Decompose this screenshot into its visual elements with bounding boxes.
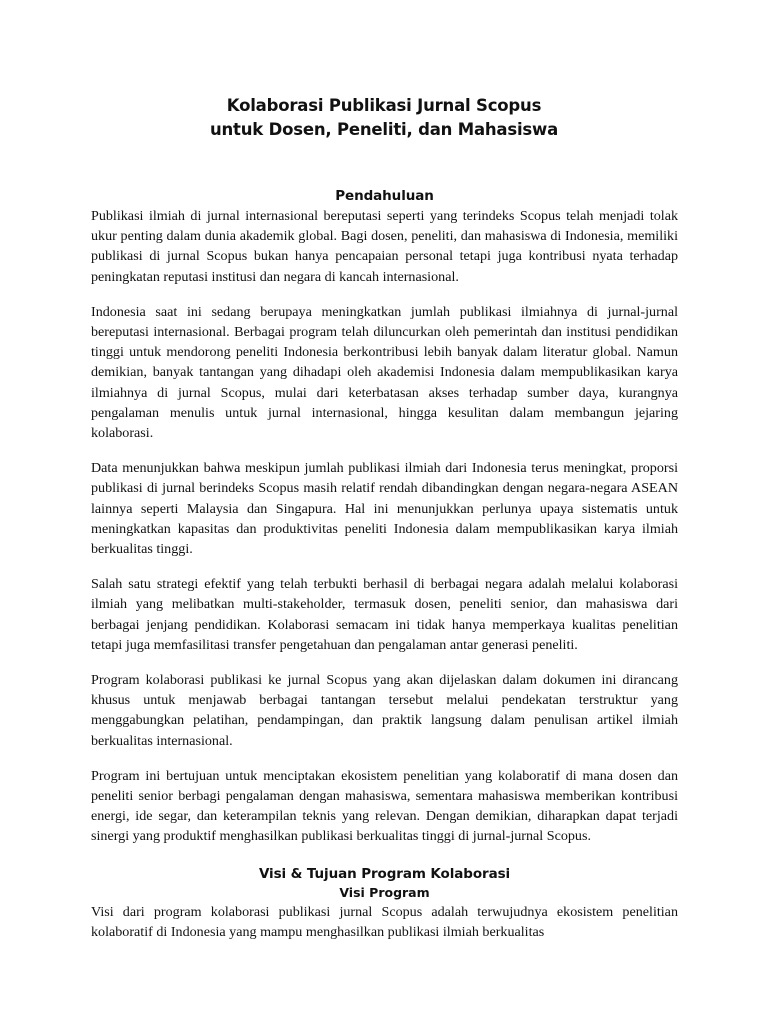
paragraph: Salah satu strategi efektif yang telah terbukti berhasil di berbagai negara adalah melalui kolaborasi ilmiah yang melibatkan multi-stakeholder, termasuk dosen, peneliti senior, dan mahasiswa dari berbagai jenjang pendidikan. Kolaborasi semacam ini tidak hanya memperkaya kualitas penelitian tetapi juga memfasilitasi transfer pengetahuan dan pengalaman antar generasi peneliti. [91,576,678,653]
document-body [91,186,678,942]
paragraph: Program kolaborasi publikasi ke jurnal Scopus yang akan dijelaskan dalam dokumen ini dirancang khusus untuk menjawab berbagai tantangan tersebut melalui pendekatan terstruktur yang menggabungkan pelatihan, pendampingan, dan praktik langsung dalam penulisan artikel ilmiah berkualitas internasional. [91,672,678,749]
document-title-line-2: untuk Dosen, Peneliti, dan Mahasiswa [209,120,559,139]
document-title-line-1: Kolaborasi Publikasi Jurnal Scopus [226,96,542,115]
section-heading-vision: Visi & Tujuan Program Kolaborasi [258,865,511,882]
document-title [0,94,768,142]
paragraph: Indonesia saat ini sedang berupaya meningkatkan jumlah publikasi ilmiahnya di jurnal-jurnal bereputasi internasional. Berbagai program telah diluncurkan oleh pemerintah dan institusi pendidikan tinggi untuk mendorong peneliti Indonesia berkontribusi lebih banyak dalam literatur global. Namun demikian, banyak tantangan yang dihadapi oleh akademisi Indonesia dalam mempublikasikan karya ilmiahnya di jurnal Scopus, mulai dari keterbatasan akses terhadap sumber daya, kurangnya pengalaman menulis untuk jurnal internasional, hingga kesulitan dalam membangun jejaring kolaborasi. [91,303,678,442]
paragraph: Visi dari program kolaborasi publikasi jurnal Scopus adalah terwujudnya ekosistem penelitian kolaboratif di Indonesia yang mampu menghasilkan publikasi ilmiah berkualitas [91,903,678,940]
paragraph: Program ini bertujuan untuk menciptakan ekosistem penelitian yang kolaboratif di mana dosen dan peneliti senior berbagi pengalaman dengan mahasiswa, sementara mahasiswa memberikan kontribusi energi, ide segar, dan keterampilan teknis yang relevan. Dengan demikian, diharapkan dapat terjadi sinergi yang produktif menghasilkan publikasi berkualitas tinggi di jurnal-jurnal Scopus. [91,767,678,845]
paragraph: Data menunjukkan bahwa meskipun jumlah publikasi ilmiah dari Indonesia terus meningkat, proporsi publikasi di jurnal berindeks Scopus masih relatif rendah dibandingkan dengan negara-negara ASEAN lainnya seperti Malaysia dan Singapura. Hal ini menunjukkan perlunya upaya sistematis untuk meningkatkan kapasitas dan produktivitas peneliti Indonesia dalam mempublikasikan karya ilmiah berkualitas tinggi. [91,460,678,558]
subsection-heading-vision-program: Visi Program [339,884,430,900]
section-heading-intro: Pendahuluan [335,188,434,204]
paragraph: Publikasi ilmiah di jurnal internasional bereputasi seperti yang terindeks Scopus telah menjadi tolak ukur penting dalam dunia akademik global. Bagi dosen, peneliti, dan mahasiswa di Indonesia, memiliki publikasi di jurnal Scopus bukan hanya pencapaian personal tetapi juga kontribusi nyata terhadap peningkatan reputasi institusi dan negara di kancah internasional. [91,208,678,285]
